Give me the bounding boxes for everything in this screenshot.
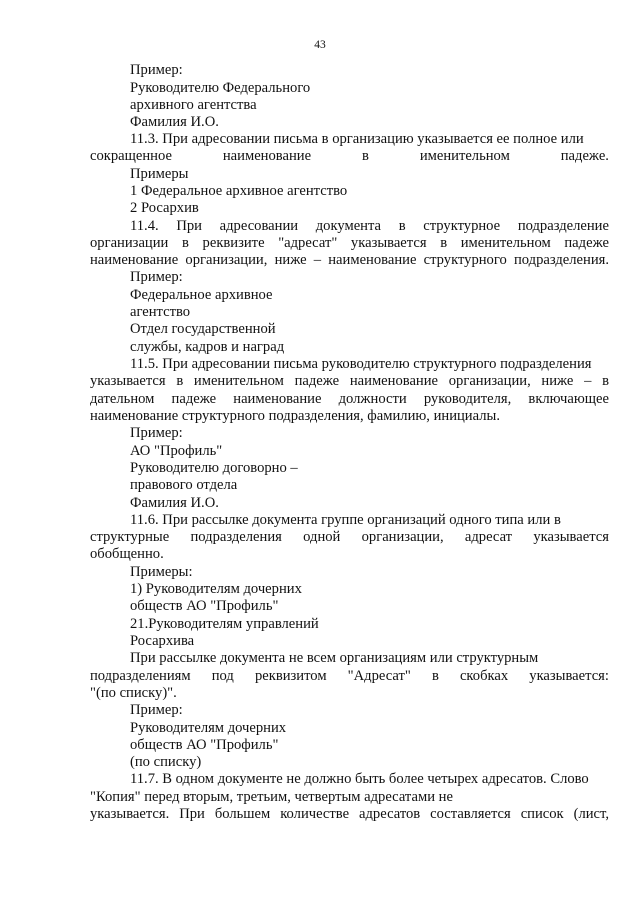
address-line: Фамилия И.О.	[130, 495, 219, 511]
word: руководителя,	[423, 391, 512, 407]
word: При	[179, 806, 205, 822]
word: "Адресат"	[347, 668, 411, 684]
word: организации,	[185, 252, 268, 268]
word: в	[361, 148, 369, 164]
word: указывается.	[90, 806, 170, 822]
address-line: обществ АО "Профиль"	[130, 737, 279, 753]
address-line: Руководителям дочерних	[130, 720, 287, 736]
word: список	[520, 806, 564, 822]
word: в	[182, 235, 189, 251]
paragraph-list-note: При рассылке документа не всем организациям или структурным	[130, 650, 539, 666]
word: количестве	[280, 806, 350, 822]
word: документа	[315, 218, 382, 234]
example-line: 21.Руководителям управлений	[130, 616, 319, 632]
word: ниже	[541, 373, 574, 389]
word: адресовании	[219, 218, 299, 234]
word: именительном	[419, 148, 510, 164]
word: подразделения	[190, 529, 282, 545]
text-line	[90, 806, 609, 823]
word: структурного	[423, 252, 507, 268]
text-line: обобщенно.	[90, 546, 164, 562]
example-line: обществ АО "Профиль"	[130, 598, 279, 614]
example-label: Примеры:	[130, 564, 193, 580]
word: дательном	[90, 391, 155, 407]
example-label: Пример:	[130, 425, 183, 441]
word: падеже	[171, 391, 217, 407]
word: 11.4.	[130, 218, 159, 234]
word: организации	[90, 235, 169, 251]
word: составляется	[430, 806, 511, 822]
word: –	[313, 252, 322, 268]
word: структурные	[90, 529, 170, 545]
word: реквизитом	[254, 668, 327, 684]
word: одной	[303, 529, 341, 545]
text-line	[90, 391, 609, 408]
paragraph-11-4	[130, 218, 609, 235]
word: наименование	[233, 391, 322, 407]
word: (лист,	[573, 806, 609, 822]
example-line: 2 Росархив	[130, 200, 199, 216]
text-line	[90, 373, 609, 390]
word: указывается	[533, 529, 609, 545]
word: реквизите	[202, 235, 265, 251]
word: адресат	[464, 529, 513, 545]
word: большем	[214, 806, 271, 822]
address-line: Фамилия И.О.	[130, 114, 219, 130]
word: указывается	[350, 235, 427, 251]
word: наименование	[328, 252, 417, 268]
text-line	[90, 235, 609, 252]
paragraph-11-6: 11.6. При рассылке документа группе организаций одного типа или в	[130, 512, 561, 528]
text-line	[90, 668, 609, 685]
word: адресатов	[359, 806, 421, 822]
address-line: службы, кадров и наград	[130, 339, 285, 355]
word: организации,	[448, 373, 531, 389]
example-line: 1) Руководителям дочерних	[130, 581, 302, 597]
address-line: АО "Профиль"	[130, 443, 223, 459]
word: в	[431, 668, 439, 684]
word: сокращенное	[90, 148, 172, 164]
address-line: Руководителю Федерального	[130, 80, 311, 96]
address-line: Федеральное архивное	[130, 287, 273, 303]
text-line: наименование структурного подразделения, фамилию, инициалы.	[90, 408, 500, 424]
word: в	[398, 218, 406, 234]
word: именительном	[460, 235, 551, 251]
paragraph-11-3: 11.3. При адресовании письма в организацию указывается ее полное или	[130, 131, 584, 147]
word: При	[176, 218, 202, 234]
example-label: Примеры	[130, 166, 189, 182]
word: "адресат"	[278, 235, 338, 251]
word: падеже.	[560, 148, 609, 164]
text-line: "Копия" перед вторым, третьим, четвертым адресатами не	[90, 789, 453, 805]
example-line: Росархива	[130, 633, 195, 649]
address-line: (по списку)	[130, 754, 202, 770]
word: наименование	[222, 148, 312, 164]
word: именительном	[193, 373, 284, 389]
paragraph-11-7: 11.7. В одном документе не должно быть более четырех адресатов. Слово	[130, 771, 589, 787]
example-label: Пример:	[130, 269, 183, 285]
address-line: Руководителю договорно –	[130, 460, 298, 476]
example-label: Пример:	[130, 702, 183, 718]
word: подразделениям	[90, 668, 191, 684]
address-line: правового отдела	[130, 477, 238, 493]
word: подразделение	[517, 218, 609, 234]
word: должности	[338, 391, 407, 407]
address-line: агентство	[130, 304, 191, 320]
word: указывается	[90, 373, 166, 389]
word: в	[176, 373, 184, 389]
word: включающее	[528, 391, 609, 407]
word: скобках	[459, 668, 509, 684]
text-line	[90, 252, 609, 269]
word: –	[584, 373, 592, 389]
word: в	[602, 373, 609, 389]
example-label: Пример:	[130, 62, 183, 78]
word: падеже	[564, 235, 609, 251]
word: наименование	[90, 252, 179, 268]
word: падеже	[294, 373, 340, 389]
word: организации,	[361, 529, 444, 545]
text-line	[90, 529, 609, 546]
text-line	[90, 148, 609, 165]
word: под	[211, 668, 234, 684]
word: указывается:	[529, 668, 609, 684]
address-line: Отдел государственной	[130, 321, 276, 337]
page-number: 43	[314, 39, 326, 51]
example-line: 1 Федеральное архивное агентство	[130, 183, 348, 199]
word: ниже	[274, 252, 307, 268]
text-line: "(по списку)".	[90, 685, 177, 701]
word: наименование	[349, 373, 439, 389]
word: структурное	[423, 218, 501, 234]
paragraph-11-5: 11.5. При адресовании письма руководителю структурного подразделения	[130, 356, 592, 372]
word: подразделения.	[513, 252, 609, 268]
word: в	[440, 235, 448, 251]
address-line: архивного агентства	[130, 97, 257, 113]
